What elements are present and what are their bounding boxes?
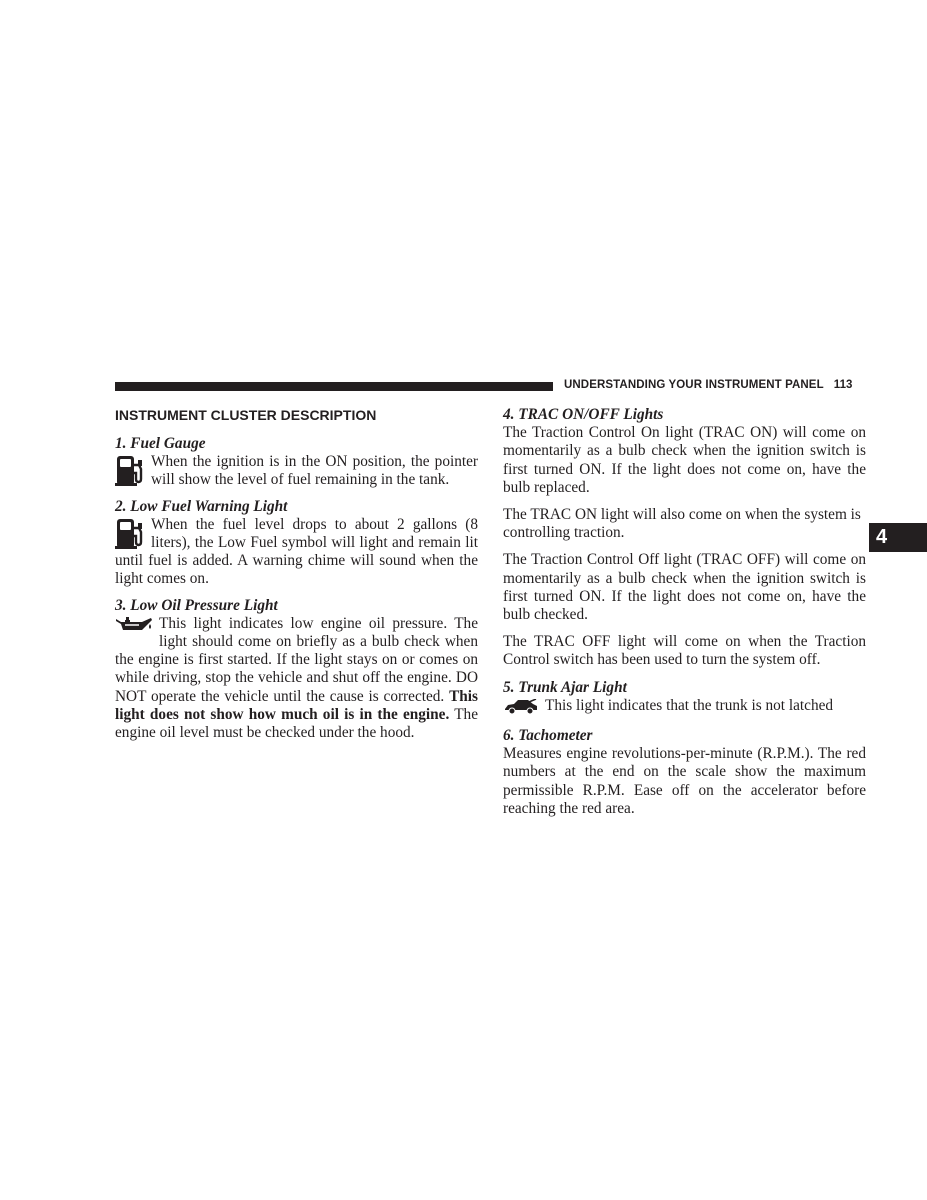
fuel-gauge-section	[115, 435, 478, 490]
oil-can-icon	[115, 616, 153, 634]
low-oil-section	[115, 597, 478, 743]
trunk-section	[503, 679, 866, 715]
car-trunk-icon	[503, 699, 539, 715]
fuel-pump-icon	[115, 518, 145, 550]
right-column	[503, 405, 866, 826]
low-oil-warning: This light does not show how much oil is in the engine.	[115, 687, 478, 723]
tachometer-heading: 6. Tachometer	[503, 727, 593, 745]
trac-para-1: The Traction Control On light (TRAC ON) will come on momentarily as a bulb check when the ignition switch is first turned ON. If the light does not come on, have the bulb replaced.	[503, 424, 866, 496]
running-header	[564, 379, 853, 391]
header-title: UNDERSTANDING YOUR INSTRUMENT PANEL	[564, 379, 824, 391]
low-fuel-text: When the fuel level drops to about 2 gallons (8 liters), the Low Fuel symbol will light and remain lit until fuel is added. A warning chime will sound when the light comes on.	[115, 515, 478, 588]
page-number: 113	[833, 379, 853, 391]
low-oil-text	[115, 615, 478, 742]
chapter-tab: 4	[869, 523, 927, 552]
low-oil-text-1: This light indicates low engine oil pressure. The light should come on briefly as a bulb check when the engine is first started. If the light stays on or comes on while driving, stop the vehicle and shut off the engine. DO NOT operate the vehicle until the cause is corrected.	[115, 614, 478, 705]
fuel-pump-icon	[115, 455, 145, 487]
low-fuel-heading: 2. Low Fuel Warning Light	[115, 497, 288, 515]
fuel-gauge-heading: 1. Fuel Gauge	[115, 435, 206, 452]
tachometer-section	[503, 727, 866, 818]
trunk-text: This light indicates that the trunk is not latched	[545, 696, 834, 714]
tachometer-text: Measures engine revolutions-per-minute (R.P.M.). The red numbers at the end on the scale show the maximum permissible R.P.M. Ease off on the accelerator before reaching the red area.	[503, 745, 866, 817]
trac-heading: 4. TRAC ON/OFF Lights	[503, 406, 664, 423]
trunk-heading: 5. Trunk Ajar Light	[503, 678, 627, 696]
trac-para-3: The Traction Control Off light (TRAC OFF) will come on momentarily as a bulb check when the ignition switch is first turned ON. If the light does not come on, have the bulb checked.	[503, 551, 866, 624]
fuel-gauge-text: When the ignition is in the ON position, the pointer will show the level of fuel remaining in the tank.	[151, 453, 478, 489]
trac-section	[503, 406, 866, 670]
trac-para-2: The TRAC ON light will also come on when the system is controlling traction.	[503, 506, 861, 542]
low-oil-text-2: The engine oil level must be checked under the hood.	[115, 705, 478, 742]
left-column	[115, 405, 478, 750]
trac-para-4: The TRAC OFF light will come on when the Traction Control switch has been used to turn the system off.	[503, 633, 866, 669]
section-title: INSTRUMENT CLUSTER DESCRIPTION	[115, 407, 377, 423]
header-rule	[115, 382, 553, 391]
low-fuel-section	[115, 498, 478, 589]
low-oil-heading: 3. Low Oil Pressure Light	[115, 596, 278, 614]
